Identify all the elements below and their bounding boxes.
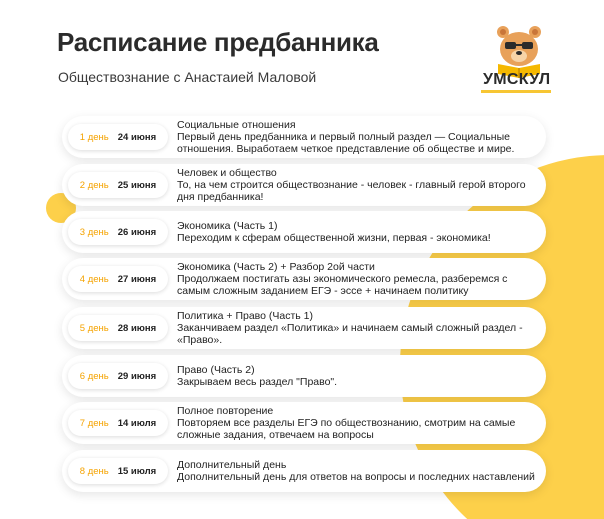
day-pill: [68, 266, 168, 292]
row-content: [177, 364, 538, 388]
day-date: 14 июля: [117, 417, 157, 429]
topic-title: Дополнительный день: [177, 459, 287, 471]
row-content: [177, 405, 538, 441]
schedule-row: [62, 258, 546, 300]
day-number: 5 день: [79, 322, 109, 334]
topic-description: Закрываем весь раздел "Право".: [177, 376, 338, 388]
day-pill: [68, 219, 168, 245]
day-number: 1 день: [79, 131, 109, 143]
day-date: 25 июня: [117, 179, 157, 191]
day-pill: [68, 458, 168, 484]
day-date: 27 июня: [117, 273, 157, 285]
schedule-row: [62, 164, 546, 206]
row-content: [177, 119, 538, 155]
day-number: 2 день: [79, 179, 109, 191]
day-date: 26 июня: [117, 226, 157, 238]
day-number: 6 день: [79, 370, 109, 382]
topic-title: Социальные отношения: [177, 119, 296, 131]
schedule-row: [62, 355, 546, 397]
row-content: [177, 459, 538, 483]
day-date: 29 июня: [117, 370, 157, 382]
day-number: 7 день: [79, 417, 109, 429]
topic-title: Экономика (Часть 1): [177, 220, 278, 232]
day-date: 15 июля: [117, 465, 157, 477]
topic-description: Дополнительный день для ответов на вопросы и последних наставлений: [177, 471, 535, 483]
schedule-row: [62, 211, 546, 253]
topic-description: Первый день предбанника и первый полный раздел — Социальные отношения. Выработаем четкое представление об обществе и мире.: [177, 131, 515, 155]
topic-title: Политика + Право (Часть 1): [177, 310, 314, 322]
day-date: 28 июня: [117, 322, 157, 334]
page-subtitle: Обществознание с Анастаией Маловой: [58, 69, 317, 85]
day-pill: [68, 363, 168, 389]
topic-description: Заканчиваем раздел «Политика» и начинаем самый сложный раздел - «Право».: [177, 322, 523, 346]
topic-description: То, на чем строится обществознание - человек - главный герой второго дня предбанника!: [177, 179, 526, 203]
day-number: 3 день: [79, 226, 109, 238]
day-pill: [68, 315, 168, 341]
day-number: 8 день: [79, 465, 109, 477]
schedule-row: [62, 116, 546, 158]
topic-title: Полное повторение: [177, 405, 274, 417]
schedule-row: [62, 307, 546, 349]
schedule-row: [62, 450, 546, 492]
page-title: Расписание предбанника: [57, 27, 379, 57]
day-date: 24 июня: [117, 131, 157, 143]
topic-title: Право (Часть 2): [177, 364, 255, 376]
logo-wordmark: УМСКУЛ: [483, 71, 551, 88]
row-content: [177, 261, 538, 297]
row-content: [177, 167, 538, 203]
topic-description: Повторяем все разделы ЕГЭ по обществознанию, смотрим на самые сложные задания, отвечаем на вопросы: [177, 417, 516, 441]
row-content: [177, 220, 538, 244]
topic-description: Продолжаем постигать азы экономического ремесла, разберемся с самым сложным заданием ЕГЭ - эссе + начинаем политику: [177, 273, 508, 297]
day-pill: [68, 124, 168, 150]
day-number: 4 день: [79, 273, 109, 285]
schedule-row: [62, 402, 546, 444]
topic-title: Экономика (Часть 2) + Разбор 2ой части: [177, 261, 375, 273]
topic-description: Переходим к сферам общественной жизни, первая - экономика!: [177, 232, 491, 244]
topic-title: Человек и общество: [177, 167, 277, 179]
day-pill: [68, 410, 168, 436]
day-pill: [68, 172, 168, 198]
row-content: [177, 310, 538, 346]
logo-tagline-bar: [481, 90, 551, 93]
